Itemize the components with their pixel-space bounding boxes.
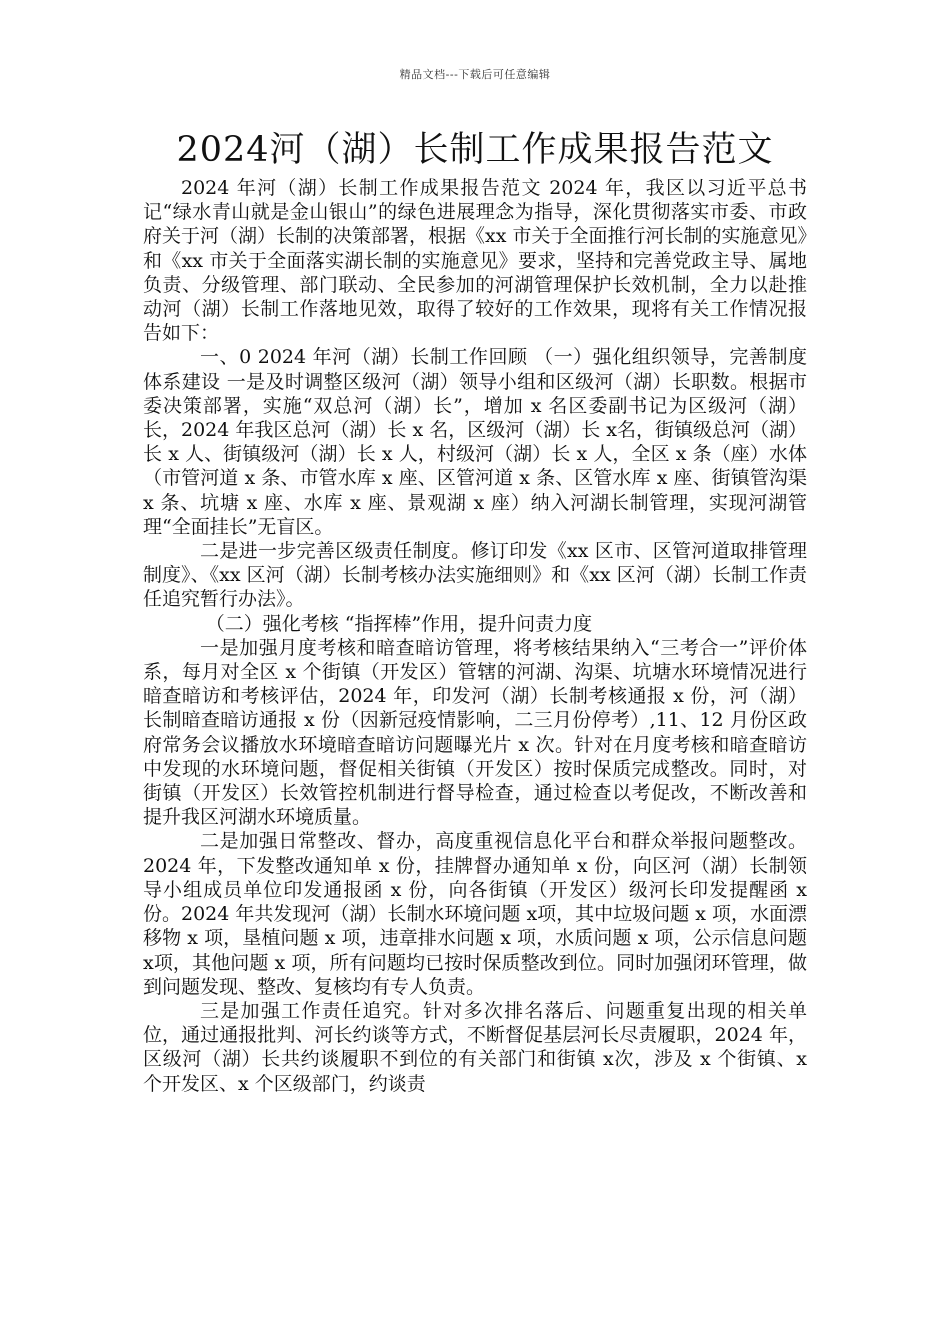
paragraph-accountability: 三是加强工作责任追究。针对多次排名落后、问题重复出现的相关单位，通过通报批判、河长约谈等方式，不断督促基层河长尽责履职，2024 年，区级河（湖）长共约谈履职不到位的有关部门和街镇 x次，涉及 x 个街镇、x 个开发区、x 个区级部门，约谈责 bbox=[143, 999, 807, 1095]
document-title: 2024河（湖）长制工作成果报告范文 bbox=[176, 130, 774, 170]
paragraph-monthly-assessment: 一是加强月度考核和暗查暗访管理，将考核结果纳入“三考合一”评价体系，每月对全区 x 个街镇（开发区）管辖的河湖、沟渠、坑塘水环境情况进行暗查暗访和考核评估，2024 年，印发河（湖）长制考核通报 x 份，河（湖）长制暗查暗访通报 x 份（因新冠疫情影响，二三月份停考）,11、12 月份区政府常务会议播放水环境暗查暗访问题曝光片 x 次。针对在月度考核和暗查暗访中发现的水环境问题，督促相关街镇（开发区）按时保质完成整改。同时，对街镇（开发区）长效管控机制进行督导检查，通过检查以考促改，不断改善和提升我区河湖水环境质量。 bbox=[143, 636, 807, 829]
paragraph-responsibility: 二是进一步完善区级责任制度。修订印发《xx 区市、区管河道取排管理制度》、《xx 区河（湖）长制考核办法实施细则》和《xx 区河（湖）长制工作责任追究暂行办法》。 bbox=[143, 540, 807, 611]
section-heading-assessment: （二）强化考核 “指挥棒”作用，提升问责力度 bbox=[205, 612, 593, 635]
header-note: 精品文档---下载后可任意编辑 bbox=[399, 68, 551, 81]
paragraph-intro: 2024 年河（湖）长制工作成果报告范文 2024 年，我区以习近平总书记“绿水青山就是金山银山”的绿色进展理念为指导，深化贯彻落实市委、市政府关于河（湖）长制的决策部署，根据《xx 市关于全面推行河长制的实施意见》和《xx 市关于全面落实湖长制的实施意见》要求，坚持和完善党政主导、属地负责、分级管理、部门联动、全民参加的河湖管理保护长效机制，全力以赴推动河（湖）长制工作落地见效，取得了较好的工作效果，现将有关工作情况报告如下： bbox=[143, 177, 807, 345]
paragraph-review: 一、0 2024 年河（湖）长制工作回顾 （一）强化组织领导，完善制度体系建设 一是及时调整区级河（湖）领导小组和区级河（湖）长职数。根据市委决策部署，实施“双总河（湖）长”，增加 x 名区委副书记为区级河（湖）长，2024 年我区总河（湖）长 x 名，区级河（湖）长 x名，街镇级总河（湖）长 x 人、街镇级河（湖）长 x 人，村级河（湖）长 x 人，全区 x 条（座）水体（市管河道 x 条、市管水库 x 座、区管河道 x 条、区管水库 x 座、街镇管沟渠 x 条、坑塘 x 座、水库 x 座、景观湖 x 座）纳入河湖长制管理，实现河湖管理“全面挂长”无盲区。 bbox=[143, 346, 807, 538]
paragraph-daily-rectification: 二是加强日常整改、督办，高度重视信息化平台和群众举报问题整改。2024 年，下发整改通知单 x 份，挂牌督办通知单 x 份，向区河（湖）长制领导小组成员单位印发通报函 x 份，向各街镇（开发区）级河长印发提醒函 x 份。2024 年共发现河（湖）长制水环境问题 x项，其中垃圾问题 x 项，水面漂移物 x 项，垦植问题 x 项，违章排水问题 x 项，水质问题 x 项，公示信息问题 x项，其他问题 x 项，所有问题均已按时保质整改到位。同时加强闭环管理，做到问题发现、整改、复核均有专人负责。 bbox=[143, 830, 807, 998]
document-body bbox=[143, 176, 807, 1096]
